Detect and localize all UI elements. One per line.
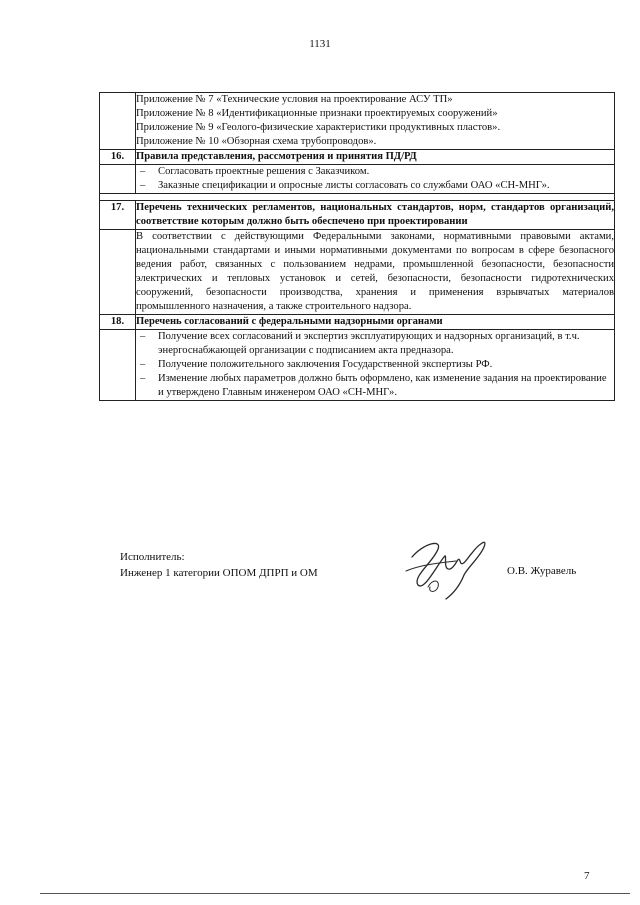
list-item: – Получение всех согласований и экспертиз эксплуатирующих и надзорных организаций, в т.ч. энергоснабжающей организации с подписанием акта предназора. [158,330,614,358]
section-16-content [100,165,615,194]
section-16-number: 16. [100,150,136,165]
appendix-item: Приложение № 10 «Обзорная схема трубопроводов». [136,136,377,147]
section-17-content [100,230,615,315]
signature-position: Инженер 1 категории ОПОМ ДПРП и ОМ [120,567,318,579]
signature-block [120,549,318,581]
section-17-text: В соответствии с действующими Федеральными законами, нормативными правовыми актами, национальными стандартами и иными нормативными документами по вопросам в сфере безопасного ведения работ, связанных с пользованием недрами, промышленной безопасности, безопасности электрических и тепловых установок и сетей, безопасности, безопасности гидротехнических сооружений, безопасности производства, хранения и применения взрывчатых материалов промышленного назначения, а также строительного надзора. [136,230,615,315]
signature-role-label: Исполнитель: [120,551,185,563]
section-18-list [136,330,614,400]
list-item: – Заказные спецификации и опросные листы согласовать со службами ОАО «СН-МНГ». [158,179,614,193]
appendix-item: Приложение № 9 «Геолого-физические характеристики продуктивных пластов». [136,122,501,133]
appendices-row [100,93,615,150]
section-18-content [100,330,615,401]
list-item: – Изменение любых параметров должно быть оформлено, как изменение задания на проектирование и утверждено Главным инженером ОАО «СН-МНГ». [158,372,614,400]
section-18-header [100,315,615,330]
page-number-top: 1131 [309,38,331,50]
section-17-number: 17. [100,201,136,230]
signer-name: О.В. Журавель [507,565,577,577]
section-17-title: Перечень технических регламентов, национальных стандартов, норм, стандартов организаций, соответствие которым должно быть обеспечено при проектировании [136,201,615,230]
section-16-header [100,150,615,165]
row-gap [100,194,615,201]
section-18-title: Перечень согласований с федеральными надзорными органами [136,315,615,330]
section-16-list [136,165,614,193]
bottom-divider [40,893,630,894]
appendices-cell [136,93,615,150]
handwritten-signature [398,527,498,603]
section-16-title: Правила представления, рассмотрения и принятия ПД/РД [136,150,615,165]
list-item: – Получение положительного заключения Государственной экспертизы РФ. [158,358,614,372]
appendix-item: Приложение № 8 «Идентификационные признаки проектируемых сооружений» [136,108,498,119]
section-18-number: 18. [100,315,136,330]
list-item: – Согласовать проектные решения с Заказчиком. [158,165,614,179]
appendix-item: Приложение № 7 «Технические условия на проектирование АСУ ТП» [136,94,453,105]
requirements-table [99,92,615,401]
section-17-header [100,201,615,230]
page-number-bottom: 7 [584,870,590,882]
appendices-number-cell [100,93,136,150]
